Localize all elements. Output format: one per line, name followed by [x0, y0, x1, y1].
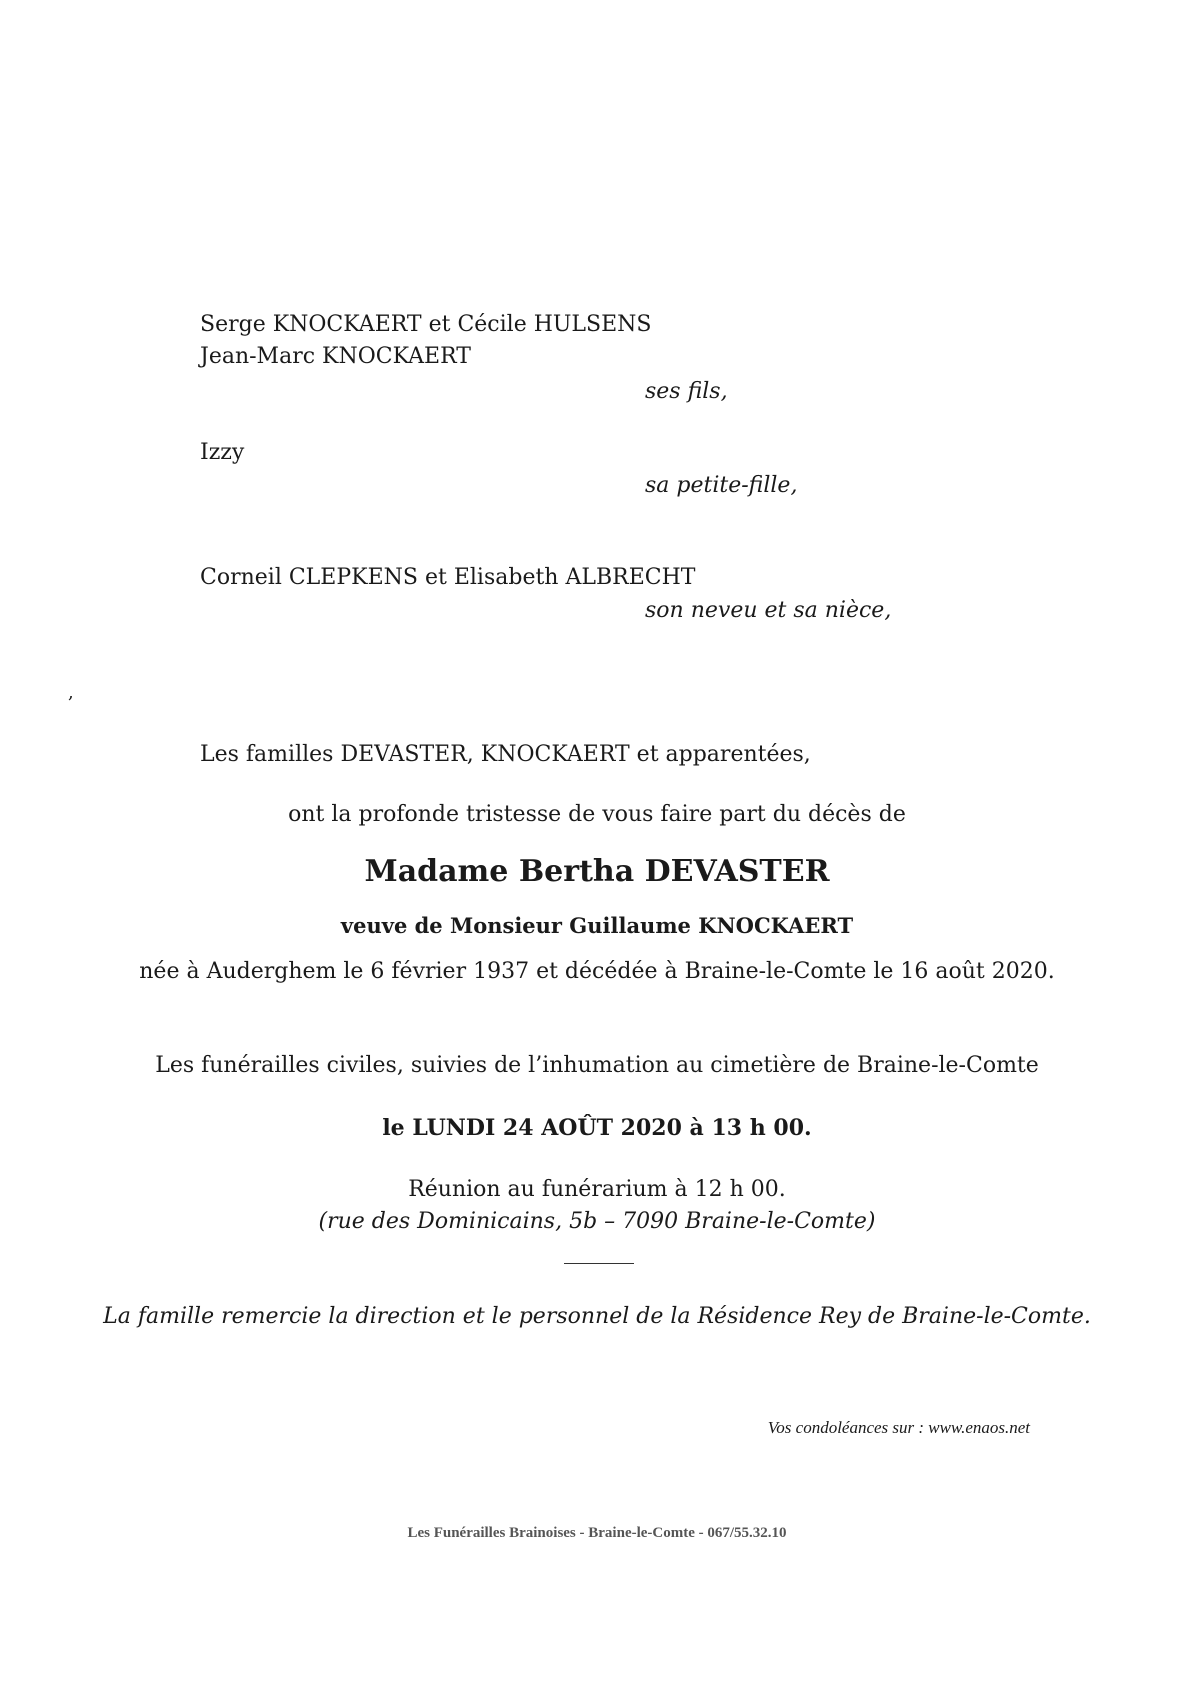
announcement-intro: ont la profonde tristesse de vous faire part du décès de	[288, 802, 906, 827]
divider	[564, 1263, 634, 1264]
thanks-line: La famille remercie la direction et le personnel de la Résidence Rey de Braine-le-Comte.	[103, 1304, 1091, 1329]
sons-relation: ses fils,	[645, 379, 728, 404]
deceased-name: Madame Bertha DEVASTER	[364, 854, 830, 889]
granddaughter-name: Izzy	[200, 440, 245, 465]
nephew-niece-relation: son neveu et sa nièce,	[645, 598, 892, 623]
funeral-home-footer: Les Funérailles Brainoises - Braine-le-Comte - 067/55.32.10	[407, 1525, 787, 1541]
funeral-date: le LUNDI 24 AOÛT 2020 à 13 h 00.	[382, 1115, 812, 1141]
sons-line-1: Serge KNOCKAERT et Cécile HULSENS	[200, 312, 652, 337]
funeral-meeting: Réunion au funérarium à 12 h 00.	[408, 1177, 786, 1202]
widow-of-line: veuve de Monsieur Guillaume KNOCKAERT	[340, 913, 854, 938]
nephew-niece-names: Corneil CLEPKENS et Elisabeth ALBRECHT	[200, 565, 696, 590]
stray-comma: ,	[68, 682, 74, 703]
granddaughter-relation: sa petite-fille,	[645, 473, 798, 498]
birth-death-line: née à Auderghem le 6 février 1937 et décédée à Braine-le-Comte le 16 août 2020.	[139, 959, 1055, 984]
families-line: Les familles DEVASTER, KNOCKAERT et apparentées,	[200, 742, 811, 767]
funeral-address: (rue des Dominicains, 5b – 7090 Braine-le-Comte)	[318, 1209, 876, 1234]
condolences-link[interactable]: Vos condoléances sur : www.enaos.net	[767, 1418, 1030, 1437]
funeral-ceremony-line: Les funérailles civiles, suivies de l’inhumation au cimetière de Braine-le-Comte	[155, 1053, 1039, 1078]
sons-line-2: Jean-Marc KNOCKAERT	[200, 344, 471, 369]
